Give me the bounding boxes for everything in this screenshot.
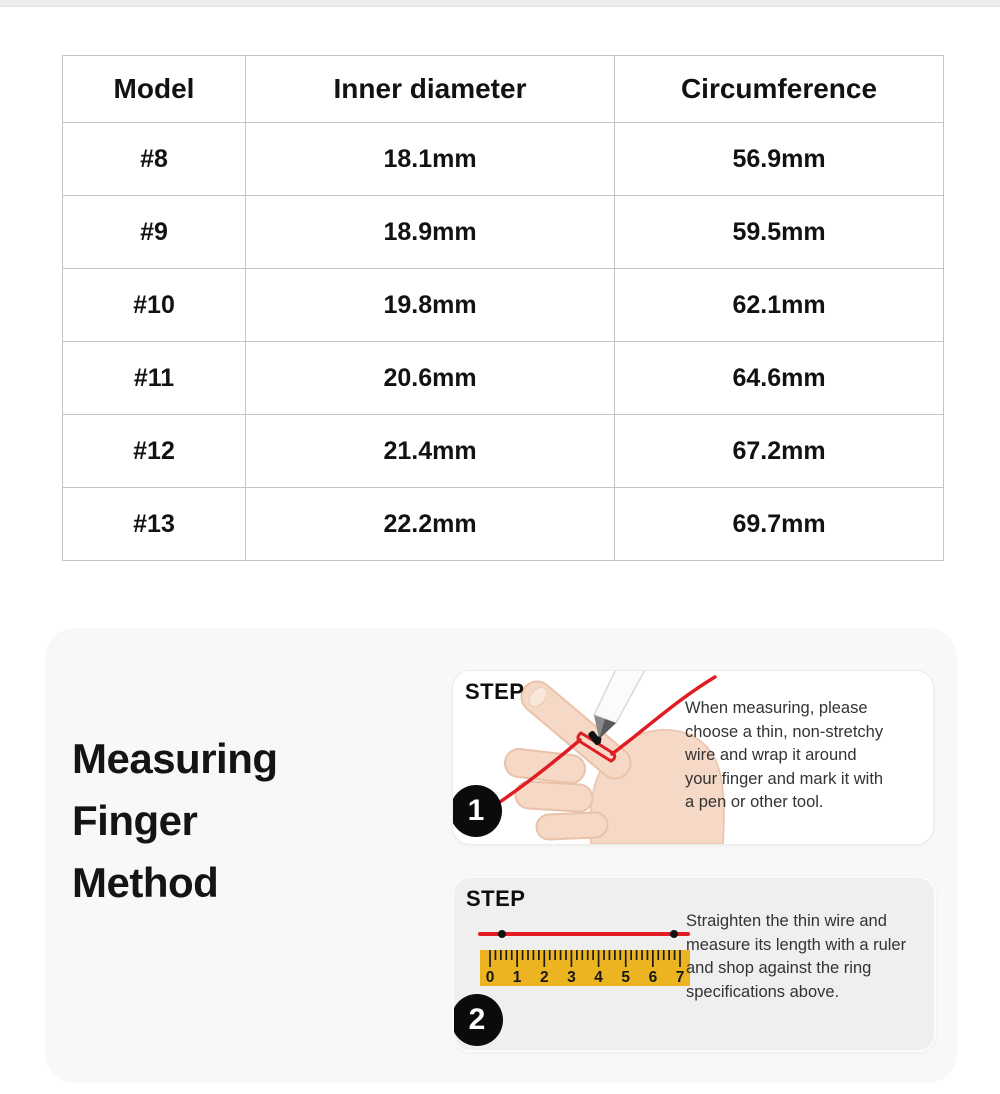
ruler-number: 1: [512, 969, 522, 986]
table-cell-diameter: 19.8mm: [246, 269, 615, 342]
step-number-badge: 2: [452, 994, 503, 1046]
step-description: When measuring, please choose a thin, non-stretchy wire and wrap it around your finger and mark it with a pen or other tool.: [685, 699, 884, 811]
ruler-number: 7: [675, 969, 685, 986]
ruler-number: 6: [648, 969, 658, 986]
header-circumference: Circumference: [615, 56, 944, 123]
top-divider: [0, 0, 1000, 7]
step-number-badge: 1: [452, 785, 502, 837]
table-cell-model: #8: [63, 123, 246, 196]
ruler-icon: [468, 922, 698, 1012]
section-title-line: Measuring: [72, 735, 278, 782]
table-cell-circumference: 59.5mm: [615, 196, 944, 269]
table-row: [63, 123, 944, 196]
table-row: [63, 342, 944, 415]
table-cell-circumference: 67.2mm: [615, 415, 944, 488]
table-header-row: [63, 56, 944, 123]
section-title: [72, 728, 278, 914]
header-model: Model: [63, 56, 246, 123]
table-cell-diameter: 21.4mm: [246, 415, 615, 488]
ruler-number: 2: [539, 969, 549, 986]
ruler-number: 3: [567, 969, 576, 986]
wire-mark-dot: [498, 930, 506, 938]
step-label: STEP: [466, 886, 526, 911]
ruler-number: 0: [485, 969, 495, 986]
table-row: [63, 269, 944, 342]
table-cell-circumference: 69.7mm: [615, 488, 944, 561]
table-cell-diameter: 20.6mm: [246, 342, 615, 415]
step-card-1: [452, 670, 934, 845]
table-row: [63, 415, 944, 488]
table-cell-circumference: 62.1mm: [615, 269, 944, 342]
section-title-line: Finger: [72, 797, 198, 844]
step-card-2: [452, 876, 936, 1052]
ring-size-table: [62, 55, 944, 561]
table-cell-circumference: 56.9mm: [615, 123, 944, 196]
section-title-line: Method: [72, 859, 219, 906]
step-label: STEP: [465, 679, 525, 704]
table-row: [63, 196, 944, 269]
table-cell-model: #13: [63, 488, 246, 561]
table-cell-model: #9: [63, 196, 246, 269]
table-cell-model: #12: [63, 415, 246, 488]
ruler-number: 5: [621, 969, 631, 986]
wire-ruler-illustration: [468, 922, 698, 1012]
table-cell-model: #10: [63, 269, 246, 342]
table-cell-diameter: 18.1mm: [246, 123, 615, 196]
wire-mark-dot: [670, 930, 678, 938]
table-cell-diameter: 22.2mm: [246, 488, 615, 561]
table-cell-circumference: 64.6mm: [615, 342, 944, 415]
ruler-number: 4: [594, 969, 603, 986]
table-cell-model: #11: [63, 342, 246, 415]
table-row: [63, 488, 944, 561]
step-description: Straighten the thin wire and measure its length with a ruler and shop against the ring specifications above.: [686, 912, 907, 1001]
header-inner-diameter: Inner diameter: [246, 56, 615, 123]
table-cell-diameter: 18.9mm: [246, 196, 615, 269]
measuring-method-panel: [45, 628, 957, 1083]
